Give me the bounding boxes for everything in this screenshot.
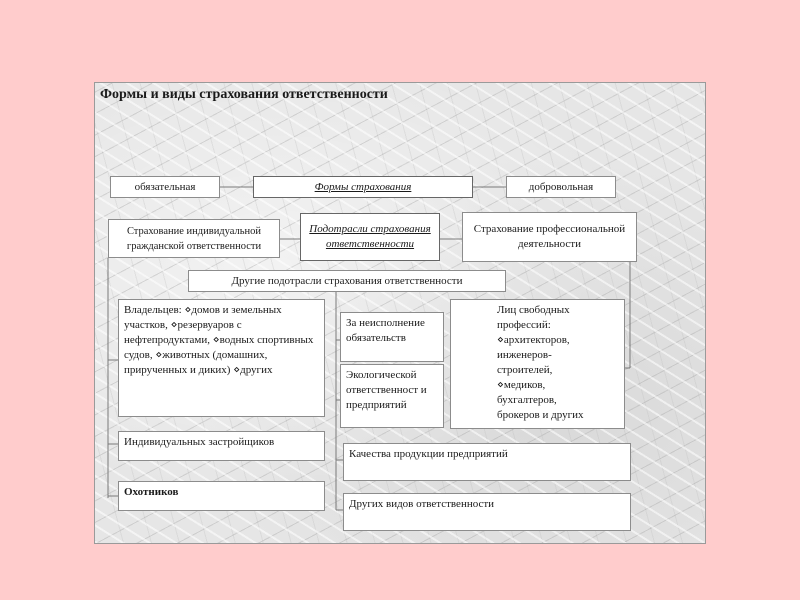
non-fulfillment-box: За неисполнение обязательств [340, 312, 444, 362]
other-types-box: Других видов ответственности [343, 493, 631, 531]
free-professions-box: Лиц свободных профессий: ⋄архитекторов, инженеров-строителей, ⋄медиков, бухгалтеров, брокеров и других [450, 299, 625, 429]
obligatory-box: обязательная [110, 176, 220, 198]
forms-box [253, 176, 473, 198]
voluntary-box: добровольная [506, 176, 616, 198]
hunters-box: Охотников [118, 481, 325, 511]
other-sub-branches-box: Другие подотрасли страхования ответственности [188, 270, 506, 292]
diagram-title: Формы и виды страхования ответственности [100, 87, 388, 102]
sub-branches-label: Подотрасли страхования ответственности [309, 223, 431, 250]
sub-branches-box [300, 213, 440, 261]
professional-box: Страхование профессиональной деятельности [462, 212, 637, 262]
owners-box: Владельцев: ⋄домов и земельных участков, ⋄резервуаров с нефтепродуктами, ⋄водных спортивных судов, ⋄животных (домашних, прирученных и диких) ⋄других [118, 299, 325, 417]
individual-civil-box: Страхование индивидуальной гражданской ответственности [108, 219, 280, 258]
individual-builders-box: Индивидуальных застройщиков [118, 431, 325, 461]
forms-label: Формы страхования [314, 180, 412, 193]
product-quality-box: Качества продукции предприятий [343, 443, 631, 481]
ecological-box: Экологической ответственност и предприятий [340, 364, 444, 428]
